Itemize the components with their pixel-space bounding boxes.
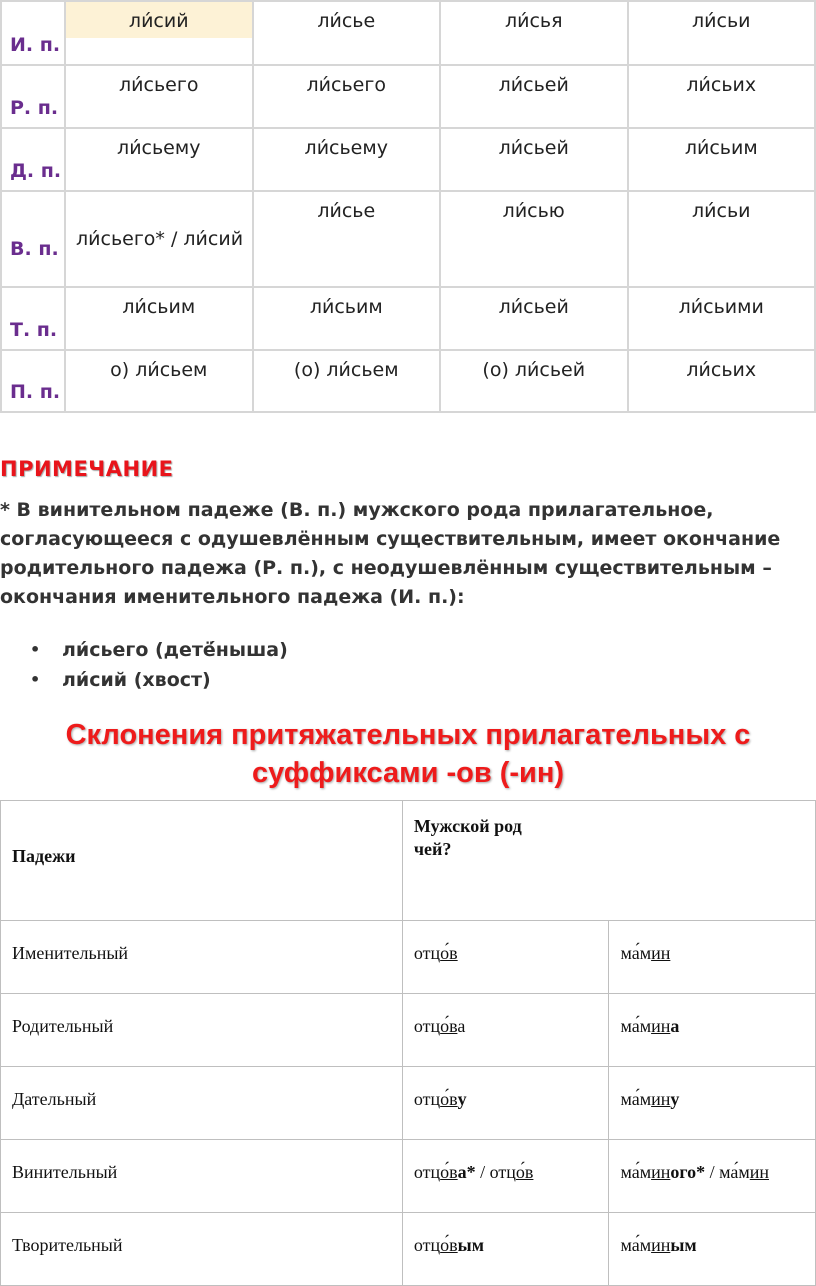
stem: отц [413,1089,441,1109]
suffix: ин [651,1089,671,1109]
header-masculine [402,801,815,921]
cell-feminine: ли́сьей [440,128,628,191]
cell-plural: ли́сьи [628,1,816,65]
case-name: Именительный [1,921,403,994]
form-mother [609,921,816,994]
list-item: • ли́сий (хвост) [30,665,288,695]
form-father [402,921,609,994]
ending: а [457,1016,466,1036]
suffix: о́в [515,1162,534,1182]
cell-plural: ли́сьим [628,128,816,191]
stem: ма́м [620,1162,652,1182]
form-father [402,1213,609,1286]
case-name: Родительный [1,994,403,1067]
suffix: ин [651,943,671,963]
table-row [1,921,816,994]
ending: ым [457,1235,484,1255]
table-row [1,350,815,412]
case-name: Дательный [1,1067,403,1140]
suffix: о́в [440,1089,458,1109]
stem: ма́м [620,1089,652,1109]
cell-neuter: ли́сье [253,191,441,287]
cell-masculine: ли́сьего* / ли́сий [65,191,253,287]
suffix: ин [651,1162,671,1182]
stem: отц [413,943,441,963]
form-father [402,994,609,1067]
case-label-cell [1,1,65,65]
stem: ма́м [620,1016,652,1036]
ending: ым [670,1235,697,1255]
heading-line: Склонения притяжательных прилагательных с [65,719,751,751]
cell-neuter: ли́сьему [253,128,441,191]
case-label-cell [1,128,65,191]
suffix: ин [651,1016,671,1036]
suffix: ин [749,1162,770,1182]
header-row [1,801,816,921]
table-row [1,287,815,350]
form-mother [609,1213,816,1286]
cell-feminine: ли́сьей [440,287,628,350]
cell-neuter: (о) ли́сьем [253,350,441,412]
header-cases: Падежи [1,801,403,921]
ending: а [670,1016,680,1036]
form-mother [609,1067,816,1140]
cell-plural: ли́сьих [628,350,816,412]
possessive-table [0,800,816,1286]
case-label-cell [1,350,65,412]
case-label-cell [1,191,65,287]
table-row [1,1140,816,1213]
suffix: ин [651,1235,671,1255]
alternative-stem: / отц [475,1162,516,1182]
case-label: И. п. [10,34,61,56]
section-heading [0,716,816,792]
cell-plural: ли́сьи [628,191,816,287]
table-row [1,191,815,287]
stem: ма́м [620,943,652,963]
cell-feminine: ли́сьей [440,65,628,128]
header-line: Мужской род [413,816,522,836]
suffix: о́в [440,1235,458,1255]
case-label: Т. п. [10,319,58,341]
table-row [1,1,815,65]
case-name: Творительный [1,1213,403,1286]
table-row [1,994,816,1067]
suffix: о́в [440,1162,458,1182]
form-mother [609,1140,816,1213]
cell-text: ли́сий [128,10,189,32]
case-label: П. п. [10,381,61,403]
stem: отц [413,1016,441,1036]
ending: а* [457,1162,476,1182]
case-label: В. п. [10,238,59,260]
cell-masculine [65,1,253,65]
note-list [30,635,288,695]
cell-masculine: о) ли́сьем [65,350,253,412]
ending: у [670,1089,680,1109]
cell-masculine: ли́сьим [65,287,253,350]
ending: у [457,1089,467,1109]
declension-table [0,0,816,413]
case-label: Р. п. [10,97,59,119]
case-label: Д. п. [10,160,62,182]
alternative-stem: / ма́м [705,1162,750,1182]
suffix: о́в [440,943,458,963]
cell-feminine: (о) ли́сьей [440,350,628,412]
list-item: • ли́сьего (детё́ныша) [30,635,288,665]
note-text: * В винительном падеже (В. п.) мужского рода прилагательное, согласующееся с одушевлённым существительным, имеет окончание родительного падежа (Р. п.), с неодушевлённым существительным – окончания именительного падежа (И. п.): [0,499,781,608]
stem: отц [413,1162,441,1182]
stem: ма́м [620,1235,652,1255]
form-father [402,1067,609,1140]
cell-masculine: ли́сьего [65,65,253,128]
cell-plural: ли́сьими [628,287,816,350]
cell-feminine: ли́сью [440,191,628,287]
header-line: чей? [413,839,452,859]
cell-neuter: ли́сьим [253,287,441,350]
heading-line: суффиксами -ов (-ин) [251,757,565,789]
table-row [1,65,815,128]
table-row [1,1213,816,1286]
cell-plural: ли́сьих [628,65,816,128]
note-title: ПРИМЕЧАНИЕ [0,457,174,481]
cell-masculine: ли́сьему [65,128,253,191]
form-father [402,1140,609,1213]
suffix: о́в [440,1016,458,1036]
case-label-cell [1,65,65,128]
ending: ого* [670,1162,706,1182]
case-label-cell [1,287,65,350]
table-row [1,128,815,191]
case-name: Винительный [1,1140,403,1213]
cell-neuter: ли́сьего [253,65,441,128]
form-mother [609,994,816,1067]
stem: отц [413,1235,441,1255]
cell-feminine: ли́сья [440,1,628,65]
table-row [1,1067,816,1140]
cell-neuter: ли́сье [253,1,441,65]
